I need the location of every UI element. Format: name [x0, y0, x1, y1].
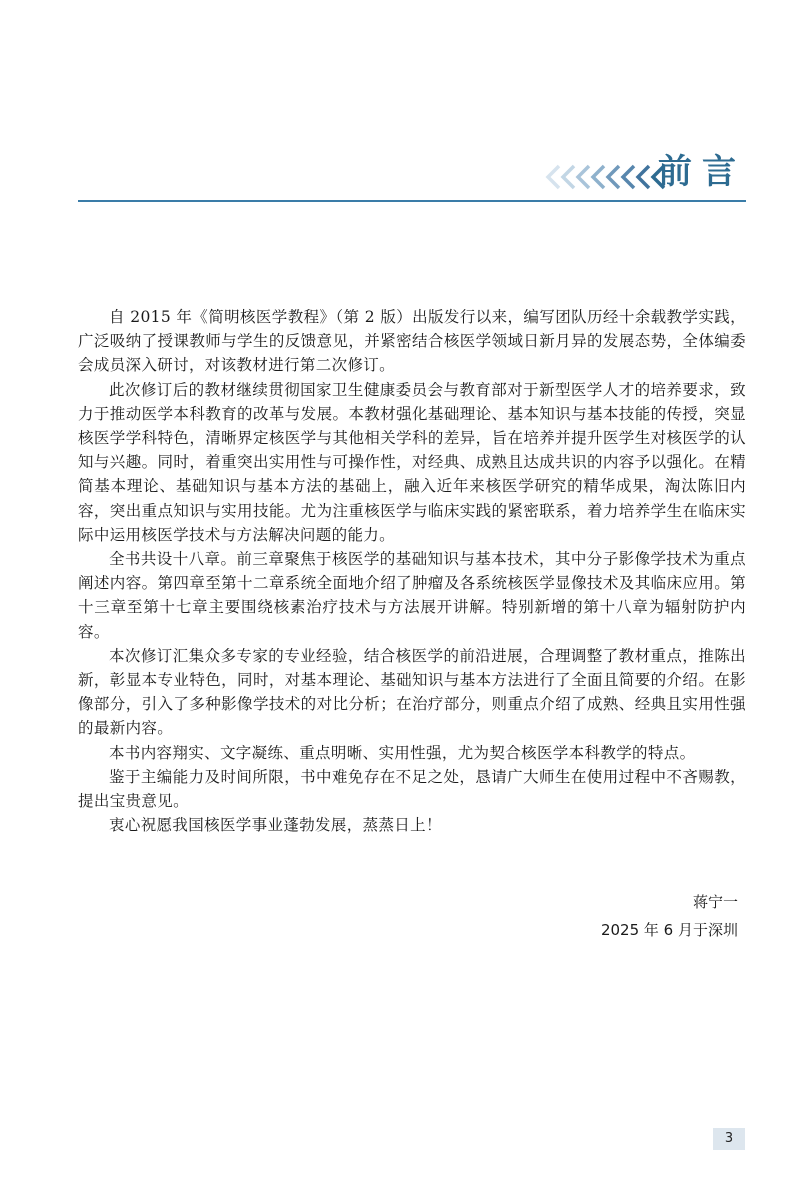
- paragraph: 自 2015 年《简明核医学教程》（第 2 版）出版发行以来，编写团队历经十余载教学实践，广泛吸纳了授课教师与学生的反馈意见，并紧密结合核医学领域日新月异的发展态势，全体编委会成员深入研讨，对该教材进行第二次修订。: [78, 308, 746, 375]
- preface-body: [78, 305, 746, 837]
- paragraph: 全书共设十八章。前三章聚焦于核医学的基础知识与基本技术，其中分子影像学技术为重点阐述内容。第四章至第十二章系统全面地介绍了肿瘤及各系统核医学显像技术及其临床应用。第十三章至第十七章主要围绕核素治疗技术与方法展开讲解。特别新增的第十八章为辐射防护内容。: [78, 550, 746, 641]
- author-name: 蒋宁一: [692, 893, 738, 911]
- signature-date: 2025 年 6 月于深圳: [600, 921, 738, 939]
- paragraph: 本次修订汇集众多专家的专业经验，结合核医学的前沿进展，合理调整了教材重点，推陈出新，彰显本专业特色，同时，对基本理论、基础知识与基本方法进行了全面且简要的介绍。在影像部分，引入了多种影像学技术的对比分析；在治疗部分，则重点介绍了成熟、经典且实用性强的最新内容。: [78, 646, 746, 738]
- page-title: 前言: [658, 152, 746, 192]
- page-number: 3: [713, 1128, 745, 1150]
- paragraph: 本书内容翔实、文字凝练、重点明晰、实用性强，尤为契合核医学本科教学的特点。: [109, 743, 696, 762]
- paragraph: 衷心祝愿我国核医学事业蓬勃发展，蒸蒸日上！: [109, 816, 442, 835]
- page-header: [78, 150, 746, 202]
- signature-block: [601, 888, 738, 944]
- paragraph: 此次修订后的教材继续贯彻国家卫生健康委员会与教育部对于新型医学人才的培养要求，致力于推动医学本科教育的改革与发展。本教材强化基础理论、基本知识与基本技能的传授，突显核医学学科特色，清晰界定核医学与其他相关学科的差异，旨在培养并提升医学生对核医学的认知与兴趣。同时，着重突出实用性与可操作性，对经典、成熟且达成共识的内容予以强化。在精简基本理论、基础知识与基本方法的基础上，融入近年来核医学研究的精华成果，淘汰陈旧内容，突出重点知识与实用技能。尤为注重核医学与临床实践的紧密联系，着力培养学生在临床实际中运用核医学技术与方法解决问题的能力。: [78, 380, 746, 544]
- header-divider: [78, 200, 746, 202]
- paragraph: 鉴于主编能力及时间所限，书中难免存在不足之处，恳请广大师生在使用过程中不吝赐教，提出宝贵意见。: [78, 767, 746, 811]
